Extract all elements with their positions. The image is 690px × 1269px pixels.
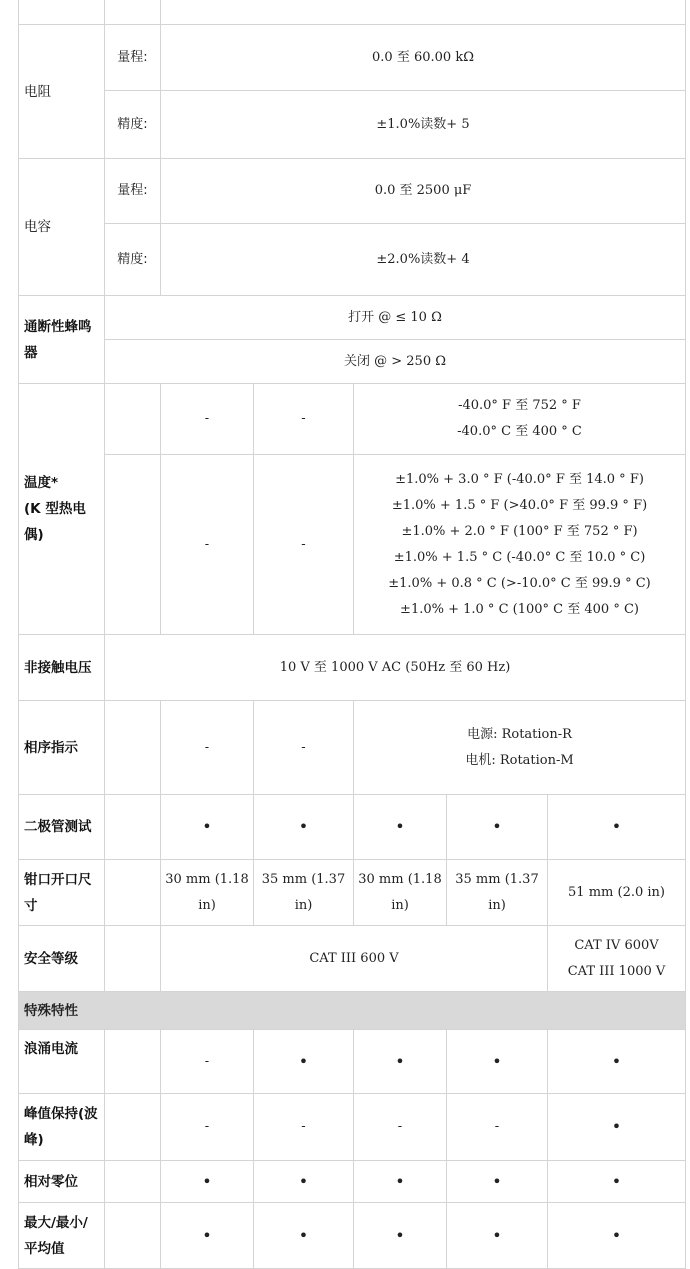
minmax-cell: • <box>254 1203 354 1269</box>
inrush-cell: • <box>354 1030 447 1094</box>
capacitance-label: 电容 <box>19 159 105 296</box>
diode-cell: • <box>254 795 354 860</box>
jaw-label: 钳口开口尺寸 <box>19 860 105 926</box>
temperature-range-col2: - <box>254 384 354 455</box>
table-row-diode <box>19 795 686 860</box>
minmax-cell: • <box>447 1203 548 1269</box>
diode-cell: • <box>161 795 254 860</box>
temperature-accuracy-line: ±1.0% + 2.0 ° F (100° F 至 752 ° F) <box>401 523 638 539</box>
empty-cell <box>105 860 161 926</box>
jaw-cell: 35 mm (1.37 in) <box>447 860 548 926</box>
table-row-relative-zero <box>19 1161 686 1203</box>
table-row-minmax <box>19 1203 686 1269</box>
resistance-range-value: 0.0 至 60.00 kΩ <box>161 25 686 91</box>
relative-zero-cell: • <box>161 1161 254 1203</box>
capacitance-accuracy-label: 精度: <box>105 224 161 296</box>
relative-zero-cell: • <box>254 1161 354 1203</box>
table-row-resistance-accuracy <box>19 91 686 159</box>
empty-cell <box>19 0 105 25</box>
empty-cell <box>105 1203 161 1269</box>
empty-cell <box>161 0 686 25</box>
empty-cell <box>105 384 161 455</box>
empty-cell <box>105 1030 161 1094</box>
peak-hold-label: 峰值保持(波峰) <box>19 1094 105 1161</box>
temperature-range-col1: - <box>161 384 254 455</box>
capacitance-range-value: 0.0 至 2500 μF <box>161 159 686 224</box>
peak-hold-cell: - <box>254 1094 354 1161</box>
inrush-cell: • <box>254 1030 354 1094</box>
spec-table <box>18 0 686 1269</box>
table-row-resistance-range <box>19 25 686 91</box>
phase-col1: - <box>161 701 254 795</box>
peak-hold-cell: - <box>161 1094 254 1161</box>
temperature-accuracy-line: ±1.0% + 1.5 ° C (-40.0° C 至 10.0 ° C) <box>393 549 646 565</box>
empty-cell <box>105 1161 161 1203</box>
jaw-cell: 30 mm (1.18 in) <box>161 860 254 926</box>
safety-label: 安全等级 <box>19 926 105 992</box>
table-row-continuity-on <box>19 296 686 340</box>
inrush-cell: • <box>447 1030 548 1094</box>
minmax-cell: • <box>354 1203 447 1269</box>
continuity-label: 通断性蜂鸣器 <box>19 296 105 384</box>
table-row-jaw <box>19 860 686 926</box>
capacitance-range-label: 量程: <box>105 159 161 224</box>
table-row-partial <box>19 0 686 25</box>
phase-col2: - <box>254 701 354 795</box>
relative-zero-label: 相对零位 <box>19 1161 105 1203</box>
empty-cell <box>105 926 161 992</box>
diode-cell: • <box>354 795 447 860</box>
phase-motor-line: 电机: Rotation-M <box>465 752 574 768</box>
continuity-off-value: 关闭 @ > 250 Ω <box>105 340 686 384</box>
temperature-accuracy-col1: - <box>161 455 254 635</box>
temperature-range-value <box>354 384 686 455</box>
jaw-cell: 51 mm (2.0 in) <box>548 860 686 926</box>
special-section-title: 特殊特性 <box>19 992 686 1030</box>
noncontact-value: 10 V 至 1000 V AC (50Hz 至 60 Hz) <box>105 635 686 701</box>
temperature-accuracy-line: ±1.0% + 3.0 ° F (-40.0° F 至 14.0 ° F) <box>395 471 644 487</box>
capacitance-accuracy-value: ±2.0%读数+ 4 <box>161 224 686 296</box>
minmax-cell: • <box>161 1203 254 1269</box>
empty-cell <box>105 1094 161 1161</box>
temperature-label <box>19 384 105 635</box>
table-row-capacitance-range <box>19 159 686 224</box>
table-row-peak-hold <box>19 1094 686 1161</box>
diode-cell: • <box>447 795 548 860</box>
resistance-accuracy-label: 精度: <box>105 91 161 159</box>
peak-hold-cell: • <box>548 1094 686 1161</box>
empty-cell <box>105 455 161 635</box>
table-row-temperature-accuracy <box>19 455 686 635</box>
resistance-label: 电阻 <box>19 25 105 159</box>
safety-value-b <box>548 926 686 992</box>
resistance-accuracy-value: ±1.0%读数+ 5 <box>161 91 686 159</box>
table-row-capacitance-accuracy <box>19 224 686 296</box>
table-row-safety <box>19 926 686 992</box>
table-row-inrush <box>19 1030 686 1094</box>
section-header-special <box>19 992 686 1030</box>
empty-cell <box>105 701 161 795</box>
relative-zero-cell: • <box>548 1161 686 1203</box>
temperature-label-line2: (K 型热电偶) <box>24 501 86 543</box>
diode-label: 二极管测试 <box>19 795 105 860</box>
temperature-accuracy-line: ±1.0% + 1.0 ° C (100° C 至 400 ° C) <box>400 601 639 617</box>
safety-value-b-line2: CAT III 1000 V <box>567 963 666 979</box>
relative-zero-cell: • <box>354 1161 447 1203</box>
phase-value <box>354 701 686 795</box>
empty-cell <box>105 795 161 860</box>
diode-cell: • <box>548 795 686 860</box>
temperature-accuracy-line: ±1.0% + 1.5 ° F (>40.0° F 至 99.9 ° F) <box>391 497 648 513</box>
minmax-cell: • <box>548 1203 686 1269</box>
temperature-accuracy-value <box>354 455 686 635</box>
inrush-cell: - <box>161 1030 254 1094</box>
temperature-accuracy-col2: - <box>254 455 354 635</box>
table-row-phase <box>19 701 686 795</box>
resistance-range-label: 量程: <box>105 25 161 91</box>
temperature-range-line: -40.0° C 至 400 ° C <box>457 424 582 439</box>
jaw-cell: 35 mm (1.37 in) <box>254 860 354 926</box>
safety-value-b-line1: CAT IV 600V <box>574 937 659 953</box>
table-row-temperature-range <box>19 384 686 455</box>
empty-cell <box>105 0 161 25</box>
noncontact-label: 非接触电压 <box>19 635 105 701</box>
temperature-range-line: -40.0° F 至 752 ° F <box>458 398 581 413</box>
jaw-cell: 30 mm (1.18 in) <box>354 860 447 926</box>
phase-label: 相序指示 <box>19 701 105 795</box>
minmax-label: 最大/最小/平均值 <box>19 1203 105 1269</box>
inrush-label: 浪涌电流 <box>19 1030 105 1094</box>
continuity-on-value: 打开 @ ≤ 10 Ω <box>105 296 686 340</box>
table-row-continuity-off <box>19 340 686 384</box>
inrush-cell: • <box>548 1030 686 1094</box>
phase-power-line: 电源: Rotation-R <box>467 726 572 742</box>
temperature-accuracy-line: ±1.0% + 0.8 ° C (>-10.0° C 至 99.9 ° C) <box>388 575 651 591</box>
table-row-noncontact <box>19 635 686 701</box>
temperature-label-line1: 温度* <box>24 475 59 491</box>
relative-zero-cell: • <box>447 1161 548 1203</box>
safety-value-a: CAT III 600 V <box>161 926 548 992</box>
peak-hold-cell: - <box>447 1094 548 1161</box>
peak-hold-cell: - <box>354 1094 447 1161</box>
